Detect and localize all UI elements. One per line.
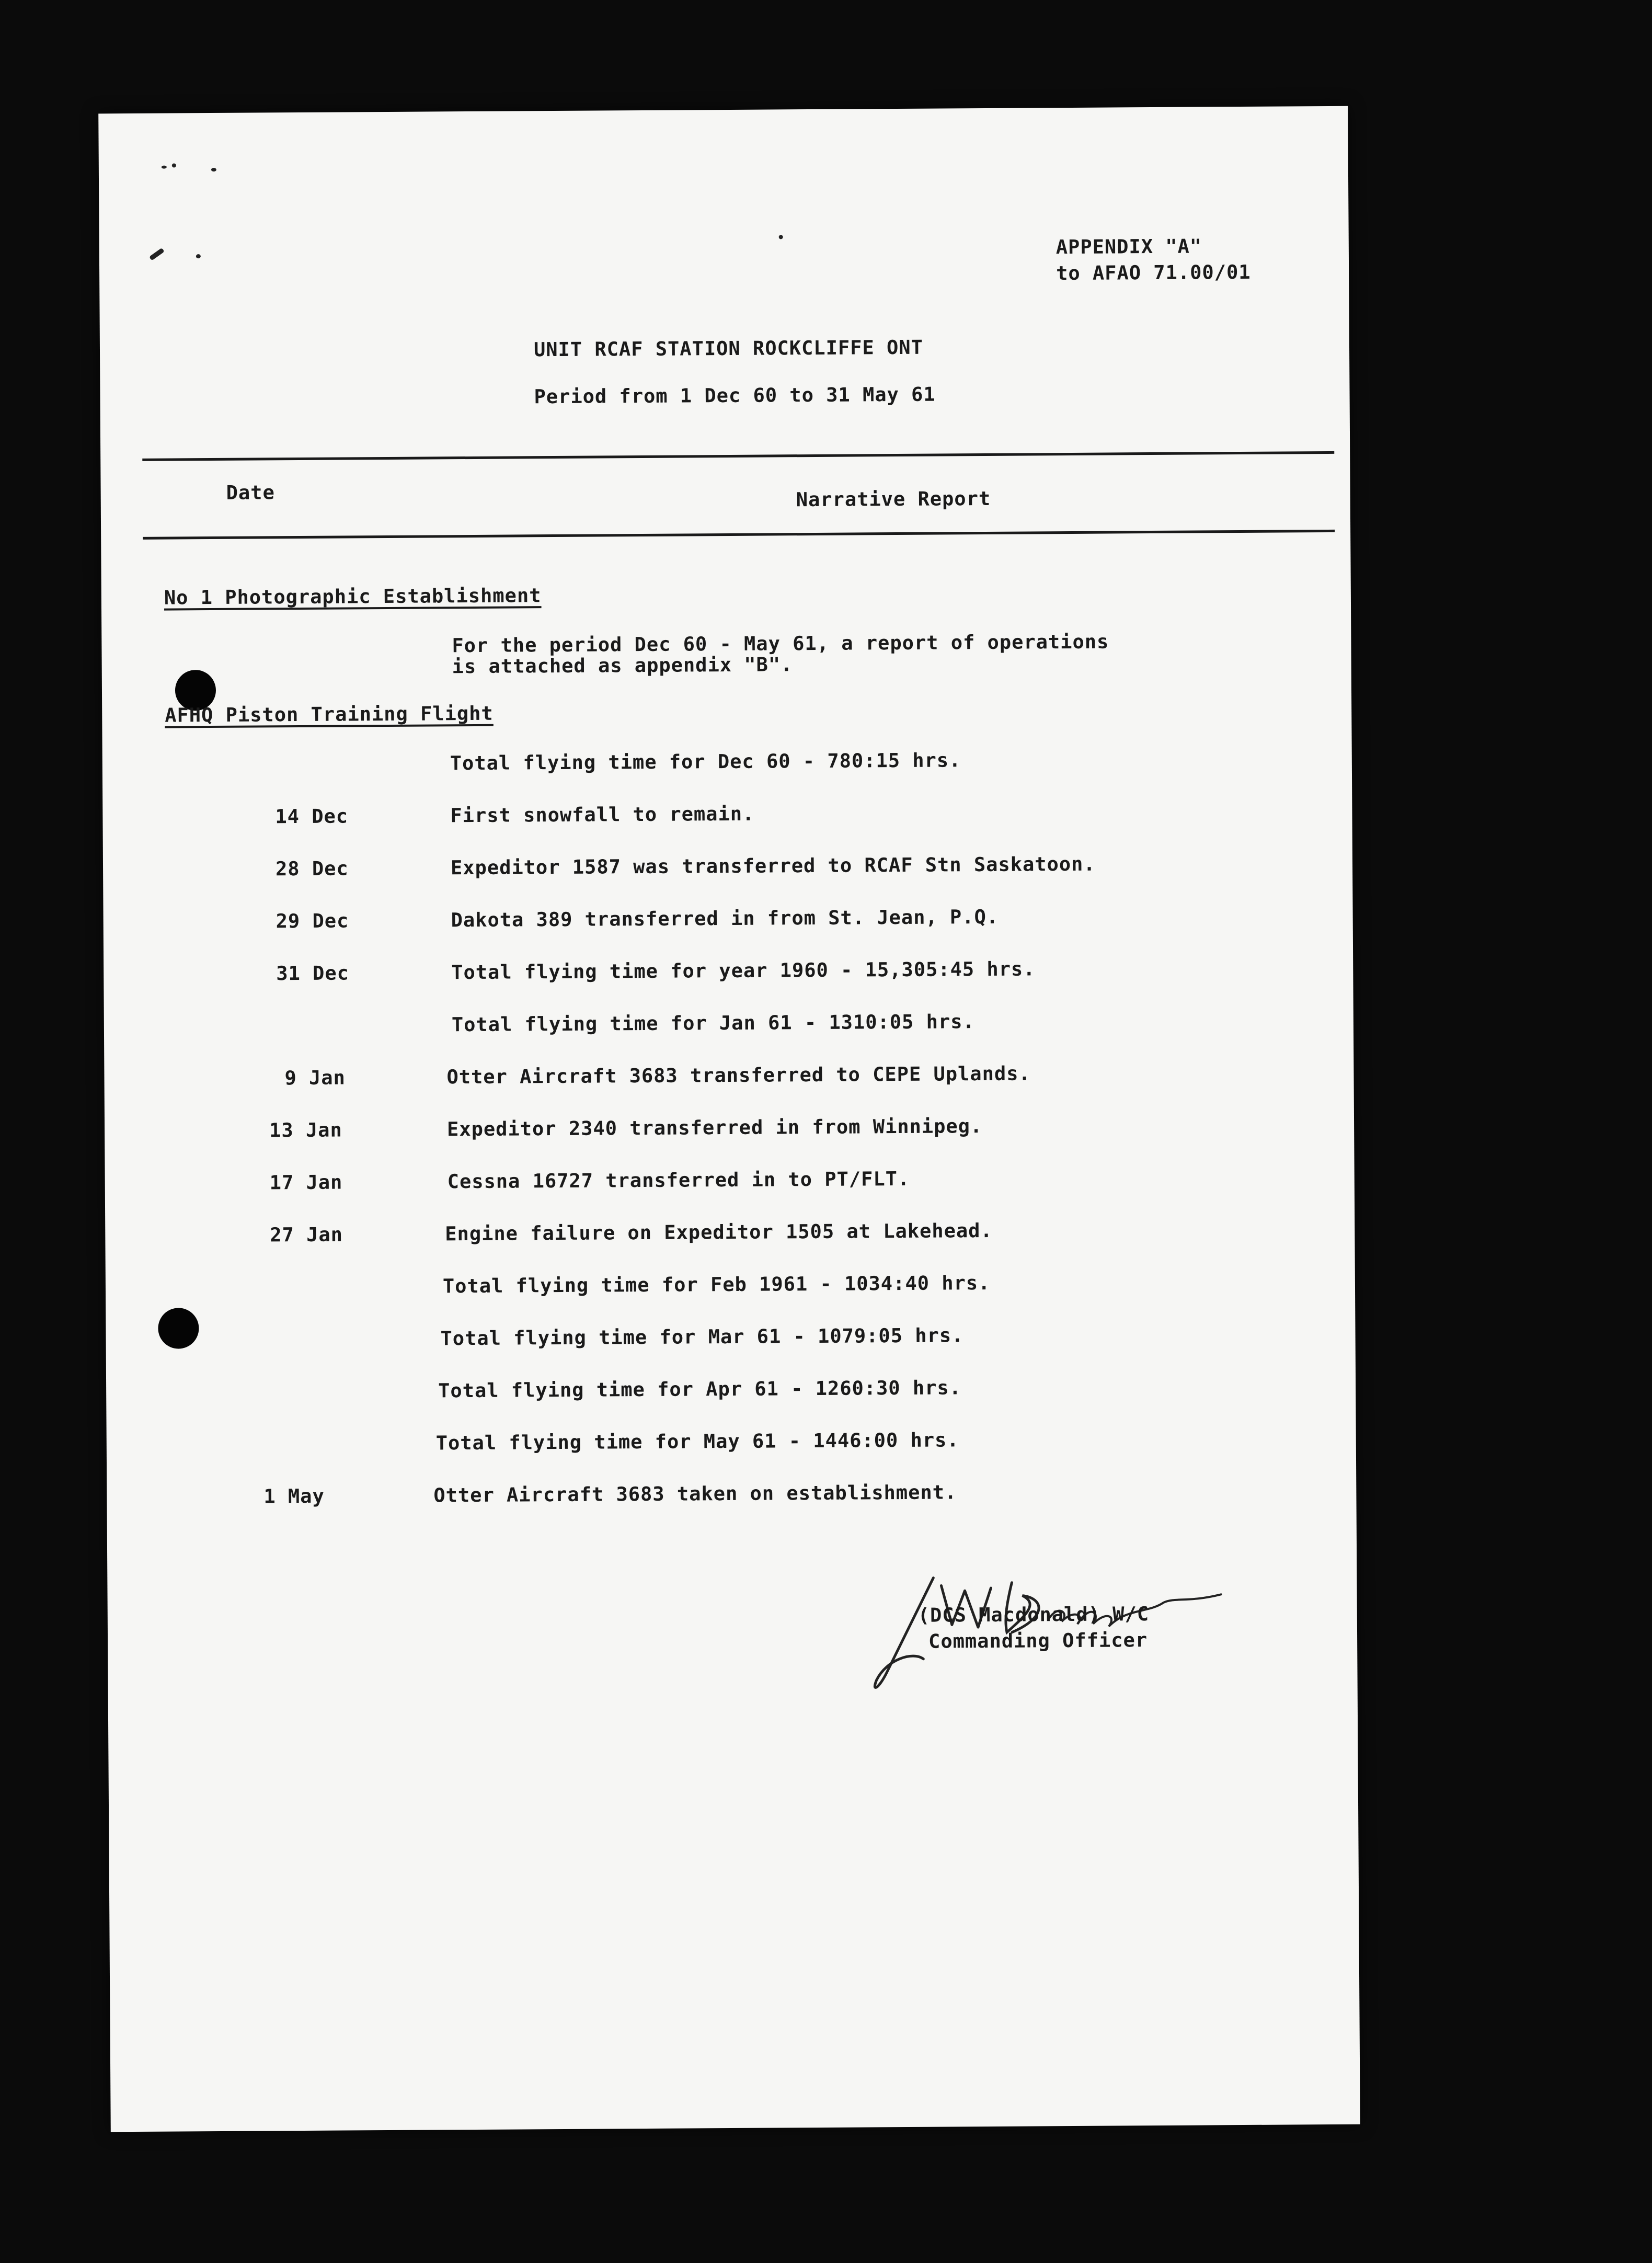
- punch-hole-lower: [158, 1308, 199, 1348]
- entry-text: Total flying time for Dec 60 - 780:15 hrs.: [450, 749, 961, 775]
- photo-report-line-1: For the period Dec 60 - May 61, a report of operations: [452, 630, 1109, 657]
- entry-text: Expeditor 1587 was transferred to RCAF Stn Saskatoon.: [450, 852, 1096, 879]
- entry-date: 14 Dec: [275, 805, 349, 828]
- entry-date: 13 Jan: [269, 1118, 342, 1142]
- unit-title: UNIT RCAF STATION ROCKCLIFFE ONT: [533, 336, 923, 361]
- entry-text: Expeditor 2340 transferred in from Winnipeg.: [446, 1115, 983, 1141]
- entry-text: First snowfall to remain.: [450, 802, 755, 827]
- entry-text: Engine failure on Expeditor 1505 at Lakehead.: [445, 1219, 993, 1245]
- top-rule: [142, 451, 1334, 461]
- entry-date: 1 May: [263, 1484, 325, 1508]
- entry-text: Total flying time for Jan 61 - 1310:05 hrs.: [451, 1010, 975, 1036]
- entry-text: Total flying time for Apr 61 - 1260:30 hrs.: [438, 1376, 962, 1402]
- period-line: Period from 1 Dec 60 to 31 May 61: [534, 383, 936, 408]
- entry-text: Cessna 16727 transferred in to PT/FLT.: [447, 1167, 910, 1193]
- entry-date: 9 Jan: [284, 1066, 346, 1090]
- entry-date: 28 Dec: [275, 857, 349, 881]
- entry-text: Total flying time for year 1960 - 15,305:45 hrs.: [451, 957, 1036, 984]
- appendix-reference: to AFAO 71.00/01: [1056, 260, 1251, 285]
- entry-text: Total flying time for May 61 - 1446:00 hrs.: [435, 1428, 959, 1455]
- section-heading-photographic: No 1 Photographic Establishment: [164, 584, 542, 609]
- ink-speck: [211, 168, 216, 172]
- appendix-label: APPENDIX "A": [1056, 235, 1202, 259]
- ink-speck: [196, 254, 201, 258]
- document-page: [98, 106, 1360, 2132]
- narrative-column-header: Narrative Report: [796, 487, 991, 511]
- entry-date: 17 Jan: [269, 1171, 343, 1194]
- ink-speck: [149, 248, 165, 261]
- entry-text: Dakota 389 transferred in from St. Jean, P.Q.: [451, 905, 999, 932]
- section-heading-flight: AFHQ Piston Training Flight: [165, 702, 494, 727]
- signatory-name: (DCS Macdonald) W/C: [917, 1603, 1150, 1627]
- ink-speck: [172, 163, 176, 167]
- entry-date: 27 Jan: [270, 1223, 343, 1247]
- entry-text: Otter Aircraft 3683 transferred to CEPE Uplands.: [446, 1062, 1031, 1089]
- bottom-rule: [143, 530, 1335, 540]
- ink-speck: [779, 235, 783, 239]
- entry-date: 31 Dec: [276, 962, 350, 985]
- signatory-title: Commanding Officer: [928, 1629, 1148, 1653]
- ink-speck: [162, 166, 167, 169]
- entry-text: Total flying time for Feb 1961 - 1034:40 hrs.: [442, 1271, 991, 1298]
- entry-date: 29 Dec: [276, 909, 349, 933]
- entry-text: Total flying time for Mar 61 - 1079:05 hrs.: [440, 1324, 964, 1350]
- date-column-header: Date: [226, 481, 275, 504]
- entry-text: Otter Aircraft 3683 taken on establishment.: [433, 1481, 957, 1507]
- photo-report-line-2: is attached as appendix "B".: [452, 653, 793, 678]
